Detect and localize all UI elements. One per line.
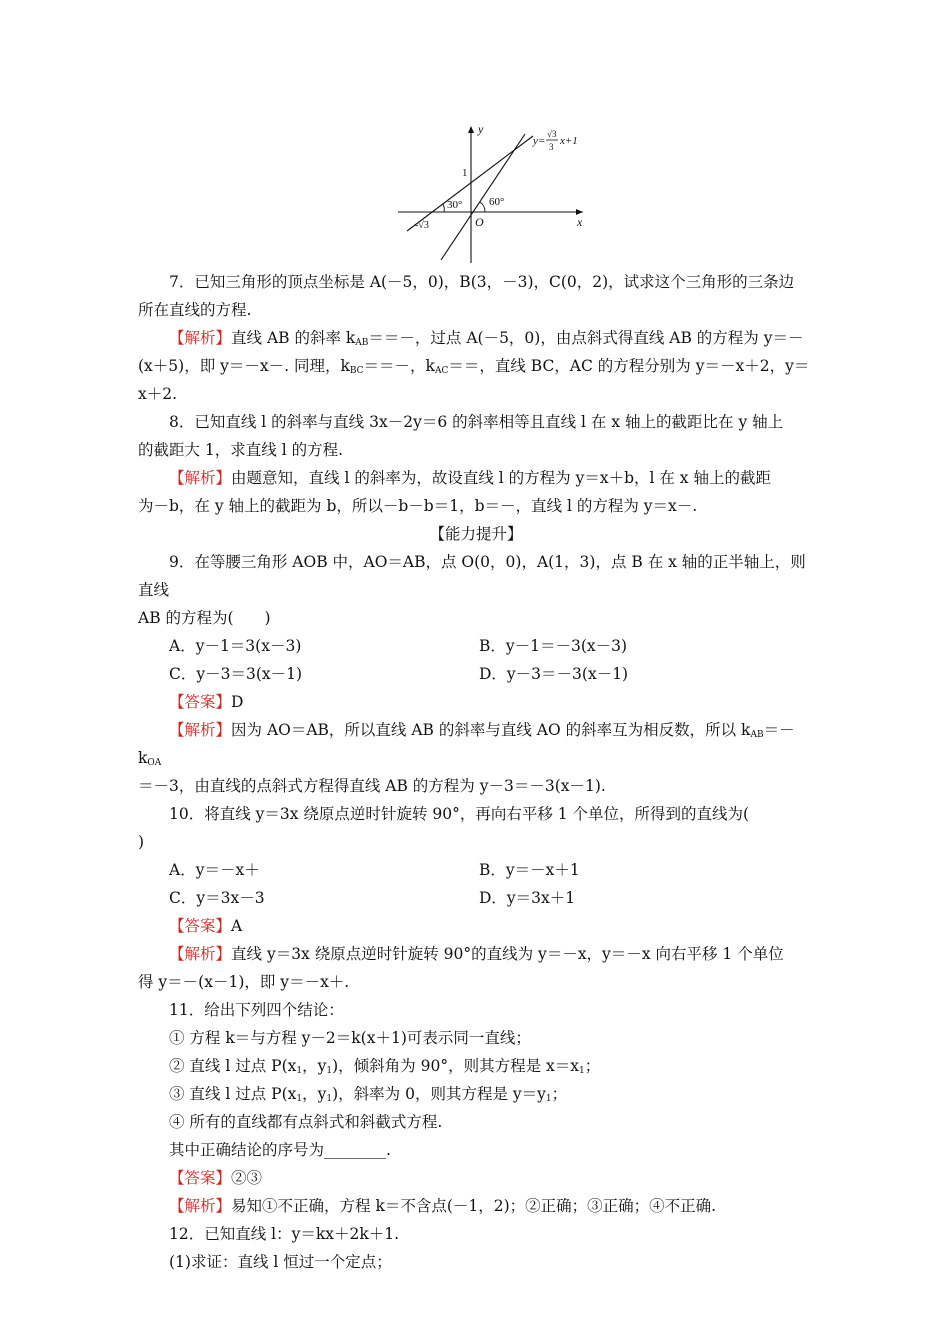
tick-neg-root3-label: -√3 bbox=[415, 220, 429, 231]
q11-conclusion-3: ③ 直线 l 过点 $P(x_1$，$y_1$)，斜率为 0，则其方程是 $y=y_1$； bbox=[169, 1085, 568, 1104]
q10-options-row1 bbox=[138, 856, 814, 884]
q11-conclusion-2: ② 直线 l 过点 $P(x_1$，$y_1$)，倾斜角为 90°，则其方程是 $x=x_1$； bbox=[169, 1057, 601, 1076]
q11-solution: 【解析】易知①不正确，方程 k＝不含点(－1，2)；②正确；③正确；④不正确. bbox=[169, 1197, 717, 1215]
document-body bbox=[138, 268, 814, 1276]
q9-options-row1 bbox=[138, 632, 814, 660]
q10-solution-line2: 得 y＝－(x－1)，即 y＝－x＋. bbox=[138, 973, 350, 991]
q8-stem-line2: 的截距大 1，求直线 l 的方程. bbox=[138, 441, 344, 459]
q7-solution-line1: 【解析】直线 AB 的斜率 $k_{AB}==-$，过点 A(－5，0)，由点斜式得直线 AB 的方程为 y＝－ bbox=[169, 329, 804, 348]
x-axis-label: x bbox=[577, 215, 583, 229]
q7-stem-line1: 7．已知三角形的顶点坐标是 A(－5，0)，B(3，－3)，C(0，2)，试求这个三角形的三条边 bbox=[169, 273, 795, 291]
q9-option-a: A．y－1＝3(x－3) bbox=[169, 637, 302, 655]
coordinate-figure bbox=[395, 118, 595, 268]
q7-solution-line2: (x＋5)，即 y＝－x－. 同理，$k_{BC}==-$，$k_{AC}==$，直线 BC，AC 的方程分别为 y＝－x＋2，y＝ bbox=[138, 357, 810, 376]
q8-stem-line1: 8．已知直线 l 的斜率与直线 3x－2y＝6 的斜率相等且直线 l 在 x 轴上的截距比在 y 轴上 bbox=[169, 413, 784, 431]
q11-answer-tag: 【答案】 bbox=[169, 1169, 232, 1187]
angle-arc-60 bbox=[480, 202, 485, 212]
q9-stem-line2: AB 的方程为( ) bbox=[138, 609, 271, 627]
angle-60-label: 60° bbox=[489, 196, 505, 208]
q10-option-d: D．y＝3x＋1 bbox=[479, 889, 576, 907]
q7-stem-line2: 所在直线的方程. bbox=[138, 301, 252, 319]
angle-arc-30 bbox=[443, 204, 444, 212]
origin-label: O bbox=[475, 215, 484, 229]
q7-solution-line3: x＋2. bbox=[138, 385, 178, 403]
q12-part1: (1)求证：直线 l 恒过一个定点； bbox=[169, 1253, 392, 1271]
q10-answer: 【答案】A bbox=[169, 917, 243, 935]
q9-stem-line1: 9．在等腰三角形 AOB 中，AO＝AB，点 O(0，0)，A(1，3)，点 B 在 x 轴的正半轴上，则直线 bbox=[138, 553, 806, 599]
section-title: 【能力提升】 bbox=[429, 525, 523, 543]
q10-solution-line1: 【解析】直线 y＝3x 绕原点逆时针旋转 90°的直线为 y＝－x，y＝－x 向右平移 1 个单位 bbox=[169, 945, 784, 963]
line-60deg bbox=[441, 134, 525, 260]
eq-denominator: 3 bbox=[549, 142, 554, 152]
q10-option-b: B．y＝－x＋1 bbox=[479, 861, 580, 879]
q11-stem: 11．给出下列四个结论： bbox=[169, 1001, 344, 1019]
q9-option-d: D．y－3＝－3(x－1) bbox=[479, 665, 629, 683]
y-axis-label: y bbox=[478, 122, 484, 136]
q9-solution-line1: 【解析】因为 AO＝AB，所以直线 AB 的斜率与直线 AO 的斜率互为相反数，所以 $k_{AB}=-k_{OA}$ bbox=[138, 721, 795, 768]
q10-analysis-tag: 【解析】 bbox=[169, 945, 232, 963]
q9-answer-tag: 【答案】 bbox=[169, 693, 232, 711]
q8-solution-line1: 【解析】由题意知，直线 l 的斜率为，故设直线 l 的方程为 y＝x＋b，l 在 x 轴上的截距 bbox=[169, 469, 771, 487]
q9-option-c: C．y－3＝3(x－1) bbox=[169, 665, 303, 683]
eq-y: y= bbox=[533, 135, 546, 147]
tick-one-label: 1 bbox=[462, 167, 468, 179]
angle-30-label: 30° bbox=[447, 199, 463, 211]
q12-stem: 12．已知直线 l：y＝kx＋2k＋1. bbox=[169, 1225, 400, 1243]
q8-analysis-tag: 【解析】 bbox=[169, 469, 232, 487]
q10-answer-tag: 【答案】 bbox=[169, 917, 232, 935]
q9-answer: 【答案】D bbox=[169, 693, 244, 711]
q11-conclusion-1: ① 方程 k＝与方程 y－2＝k(x＋1)可表示同一直线； bbox=[169, 1029, 531, 1047]
q10-option-a: A．y＝－x＋ bbox=[169, 861, 260, 879]
q11-fill-blank: 其中正确结论的序号为________. bbox=[169, 1141, 391, 1159]
q9-solution-line2: ＝－3，由直线的点斜式方程得直线 AB 的方程为 y－3＝－3(x－1). bbox=[138, 777, 606, 795]
q8-solution-line2: 为－b，在 y 轴上的截距为 b，所以－b－b＝1，b＝－，直线 l 的方程为 y＝x－. bbox=[138, 497, 698, 515]
q10-stem-line1: 10．将直线 y＝3x 绕原点逆时针旋转 90°，再向右平移 1 个单位，所得到的直线为( bbox=[169, 805, 750, 823]
q11-answer: 【答案】②③ bbox=[169, 1169, 263, 1187]
eq-tail: x+1 bbox=[560, 135, 578, 147]
q11-analysis-tag: 【解析】 bbox=[169, 1197, 232, 1215]
q10-stem-line2: ) bbox=[138, 833, 145, 851]
q11-conclusion-4: ④ 所有的直线都有点斜式和斜截式方程. bbox=[169, 1113, 443, 1131]
q9-options-row2 bbox=[138, 660, 814, 688]
q9-option-b: B．y－1＝－3(x－3) bbox=[479, 637, 628, 655]
q9-analysis-tag: 【解析】 bbox=[169, 721, 232, 739]
q10-options-row2 bbox=[138, 884, 814, 912]
y-axis-arrow bbox=[468, 126, 474, 133]
q7-analysis-tag: 【解析】 bbox=[169, 329, 232, 347]
eq-numerator: √3 bbox=[547, 129, 557, 139]
q10-option-c: C．y＝3x－3 bbox=[169, 889, 265, 907]
